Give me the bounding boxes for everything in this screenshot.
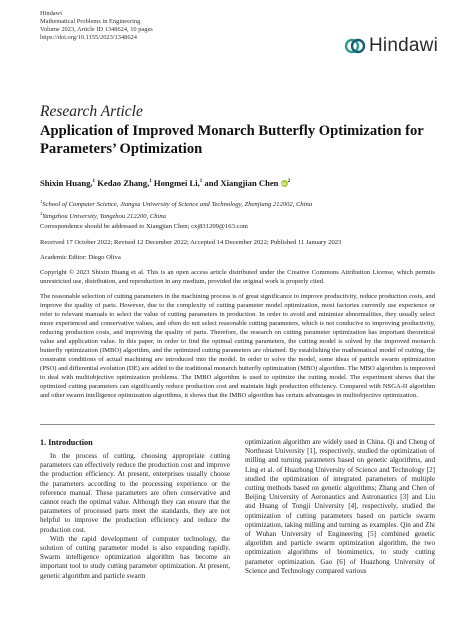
academic-editor: Academic Editor: Diego Oliva xyxy=(40,254,121,261)
doi-link[interactable]: https://doi.org/10.1155/2023/1348624 xyxy=(40,34,137,41)
author-affiliation-mark: 1 xyxy=(199,179,203,185)
logo-wordmark: Hindawi xyxy=(369,35,438,56)
body-column-right xyxy=(245,438,435,576)
section-divider xyxy=(40,424,435,425)
copyright-notice: Copyright © 2023 Shixin Huang et al. This is an open access article distributed under the Creative Commons Attribution License, which permits unrestricted use, distribution, and reproduction in any medium, provided the original work is properly cited. xyxy=(40,269,435,285)
journal-publisher: Hindawi xyxy=(40,10,63,17)
author-list xyxy=(40,178,440,188)
volume-line: Volume 2023, Article ID 1348624, 10 pages xyxy=(40,26,153,33)
abstract: The reasonable selection of cutting parameters in the machining process is of great significance to improve productivity, reduce production costs, and improve the quality of parts. However, due to the complexity of cutting parameter model optimization, most factories currently use experience or refer to relevant manuals to select the value of cutting parameters in production. In order to avoid and minimize abnormalities, they usually select more experienced and conservative values, and often do not select reasonable cutting parameters, which is not conducive to improving productivity, reducing production costs, and improving the quality of parts. Therefore, the research on cutting parameter optimization has important theoretical value and application value. In this paper, in order to find the optimal cutting parameters, the cutting model is solved by the improved monarch butterfly optimization (IMBO) algorithm, and the optimized cutting parameters are obtained. By establishing the mathematical model of cutting, the constraint conditions of actual machining are introduced into the model. In order to solve the model, some ideas of particle swarm optimization (PSO) and differential evolution (DE) are added to the traditional monarch butterfly optimization (MBO) algorithm. The MBO algorithm is improved to deal with multiobjective optimization problems. The IMBO algorithm is used to optimize the cutting model. The experiment shows that the optimized cutting parameters can significantly reduce production cost and maintain high production efficiency. Compared with NSGA-II algorithm and other swarm intelligence optimization algorithms, it shows that the IMBO algorithm has certain advantages in multiobjective optimization. xyxy=(40,293,435,399)
author-affiliation-mark: 1 xyxy=(92,179,96,185)
hindawi-rings-icon xyxy=(344,35,366,57)
section-heading: 1. Introduction xyxy=(40,438,93,447)
affiliation-line: $^1$School of Computer Science, Jiangsu University of Science and Technology, Zhenjiang 212002, China xyxy=(40,199,313,209)
body-paragraph: With the rapid development of computer technology, the solution of cutting parameter model is also expanding rapidly. Swarm intelligence optimization algorithm has become an important tool to study cutting parameter optimization. At present, genetic algorithm and particle swarm xyxy=(40,534,230,580)
correspondence: Correspondence should be addressed to Xiangjian Chen; cxj831209@163.com xyxy=(40,223,248,230)
body-paragraph: In the process of cutting, choosing appropriate cutting parameters can effectively reduce the production cost and improve the production efficiency. At present, enterprises usually choose the parameters according to the processing experience or the reference manual. These parameters are often conservative and cannot reach the optimal value. Although they can ensure that the parameters of processed parts meet the standards, they are not helpful to improve the production efficiency and reduce the production cost. xyxy=(40,452,230,534)
article-type: Research Article xyxy=(40,103,143,120)
author-affiliation-mark: 2 xyxy=(287,179,291,185)
paper-title: Application of Improved Monarch Butterfly Optimization for Parameters’ Optimization xyxy=(40,123,424,157)
body-column-left xyxy=(40,452,230,581)
affiliations xyxy=(40,197,312,221)
publication-dates: Received 17 October 2022; Revised 12 December 2022; Accepted 14 December 2022; Published 11 January 2023 xyxy=(40,239,342,246)
author-name: and Xiangjian Chen xyxy=(204,178,279,188)
journal-name: Mathematical Problems in Engineering xyxy=(40,18,141,25)
author-name: Shixin Huang, xyxy=(40,178,93,188)
affiliation-line: $^2$Yangzhou University, Yangzhou 212200, China xyxy=(40,211,166,221)
journal-metadata xyxy=(40,10,153,42)
hindawi-logo xyxy=(344,33,464,59)
body-paragraph: optimization algorithm are widely used in China. Qi and Cheng of Northeast University [1], respectively, studied the optimization of milling and turning parameters based on genetic algorithms, and Ling et al. of Huazhong University of Science and Technology [2] studied the optimization of integrated parameters of multiple cutting methods based on genetic algorithms; Zhang and Chen of Beijing University of Aeronautics and Astronautics [3] and Liu and Huang of Tongji University [4], respectively, studied the optimization of cutting parameters based on particle swarm optimization, taking milling and turning as examples. Qin and Zhi of Wuhan University of Engineering [5] combined genetic algorithm and particle swarm optimization algorithm, the two optimization algorithms of biomimetics, to study cutting parameter optimization. Gao [6] of Huazhong University of Science and Technology compared various xyxy=(245,438,435,575)
author-name: Hongmei Li, xyxy=(153,178,200,188)
orcid-icon[interactable]: iD xyxy=(282,181,287,186)
author-affiliation-mark: 1 xyxy=(149,179,152,185)
author-name: Kedao Zhang, xyxy=(97,178,150,188)
